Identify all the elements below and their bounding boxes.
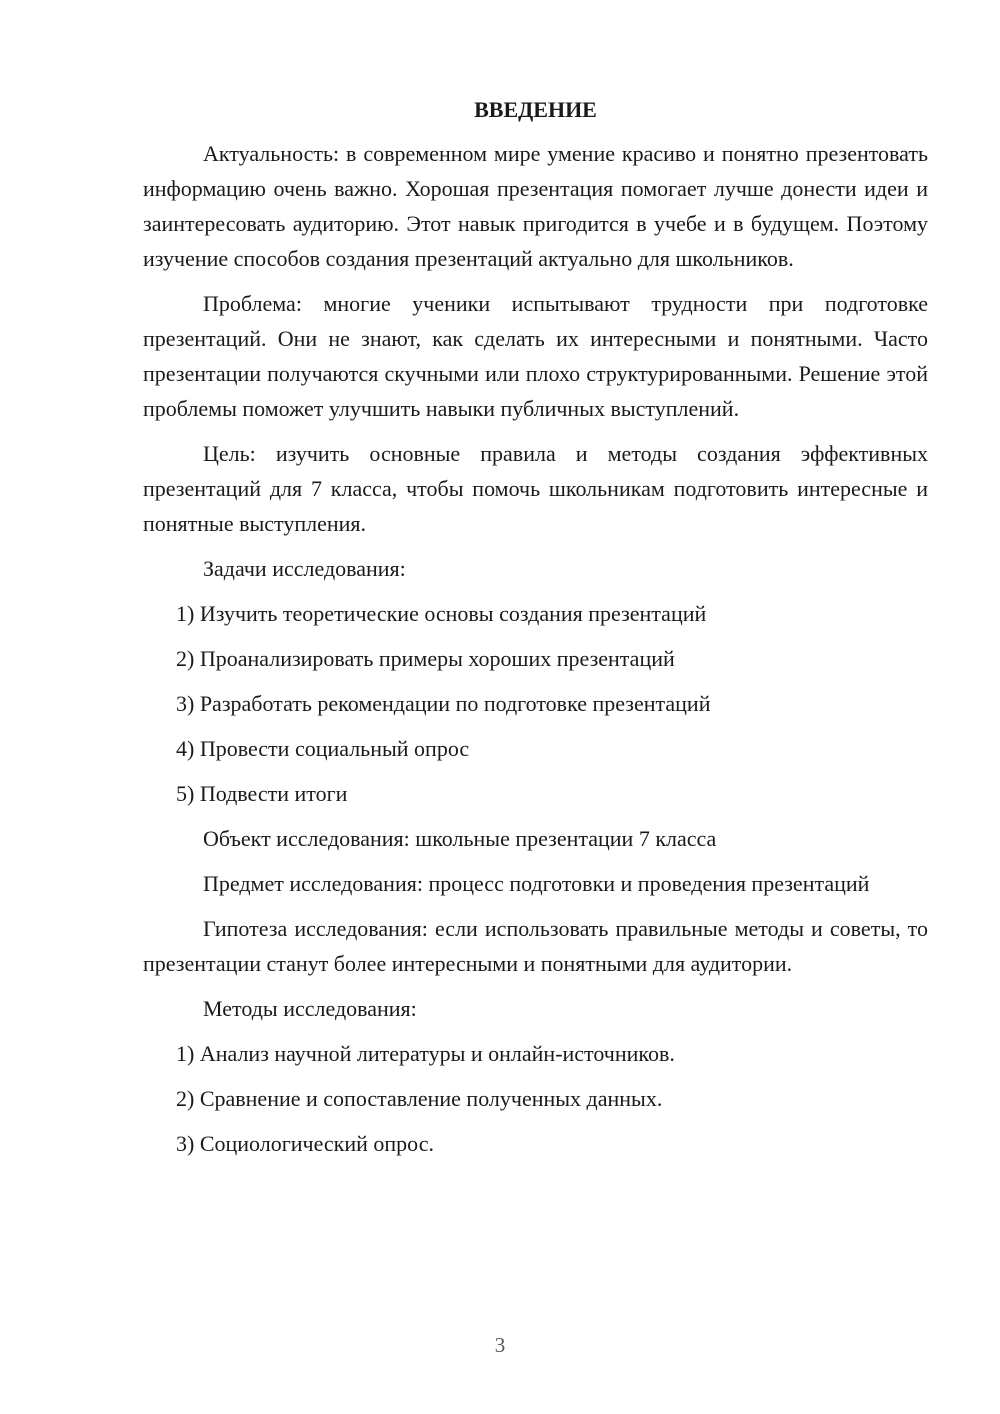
section-title: ВВЕДЕНИЕ (474, 97, 597, 122)
actuality-paragraph: Актуальность: в современном мире умение красиво и понятно презентовать информацию очень важно. Хорошая презентация помогает лучше донести идеи и заинтересовать аудиторию. Этот навык пригодится в учебе и в будущем. Поэтому изучение способов создания презентаций актуально для школьников. (143, 141, 928, 271)
document-page (143, 92, 928, 1171)
method-item: 1) Анализ научной литературы и онлайн-источников. (176, 1041, 675, 1066)
object-paragraph: Объект исследования: школьные презентации 7 класса (203, 826, 717, 851)
methods-heading: Методы исследования: (203, 996, 417, 1021)
subject-paragraph: Предмет исследования: процесс подготовки и проведения презентаций (203, 871, 870, 896)
task-item: 5) Подвести итоги (176, 781, 348, 806)
problem-paragraph: Проблема: многие ученики испытывают трудности при подготовке презентаций. Они не знают, как сделать их интересными и понятными. Часто презентации получаются скучными или плохо структурированными. Решение этой проблемы поможет улучшить навыки публичных выступлений. (143, 291, 928, 421)
task-item: 2) Проанализировать примеры хороших презентаций (176, 646, 675, 671)
task-item: 4) Провести социальный опрос (176, 736, 470, 761)
task-item: 3) Разработать рекомендации по подготовке презентаций (176, 691, 711, 716)
method-item: 3) Социологический опрос. (176, 1131, 434, 1156)
tasks-heading: Задачи исследования: (203, 556, 406, 581)
task-item: 1) Изучить теоретические основы создания презентаций (176, 601, 707, 626)
goal-paragraph: Цель: изучить основные правила и методы создания эффективных презентаций для 7 класса, чтобы помочь школьникам подготовить интересные и понятные выступления. (143, 441, 928, 536)
method-item: 2) Сравнение и сопоставление полученных данных. (176, 1086, 663, 1111)
page-number: 3 (494, 1333, 506, 1357)
hypothesis-paragraph: Гипотеза исследования: если использовать правильные методы и советы, то презентации станут более интересными и понятными для аудитории. (143, 916, 928, 976)
